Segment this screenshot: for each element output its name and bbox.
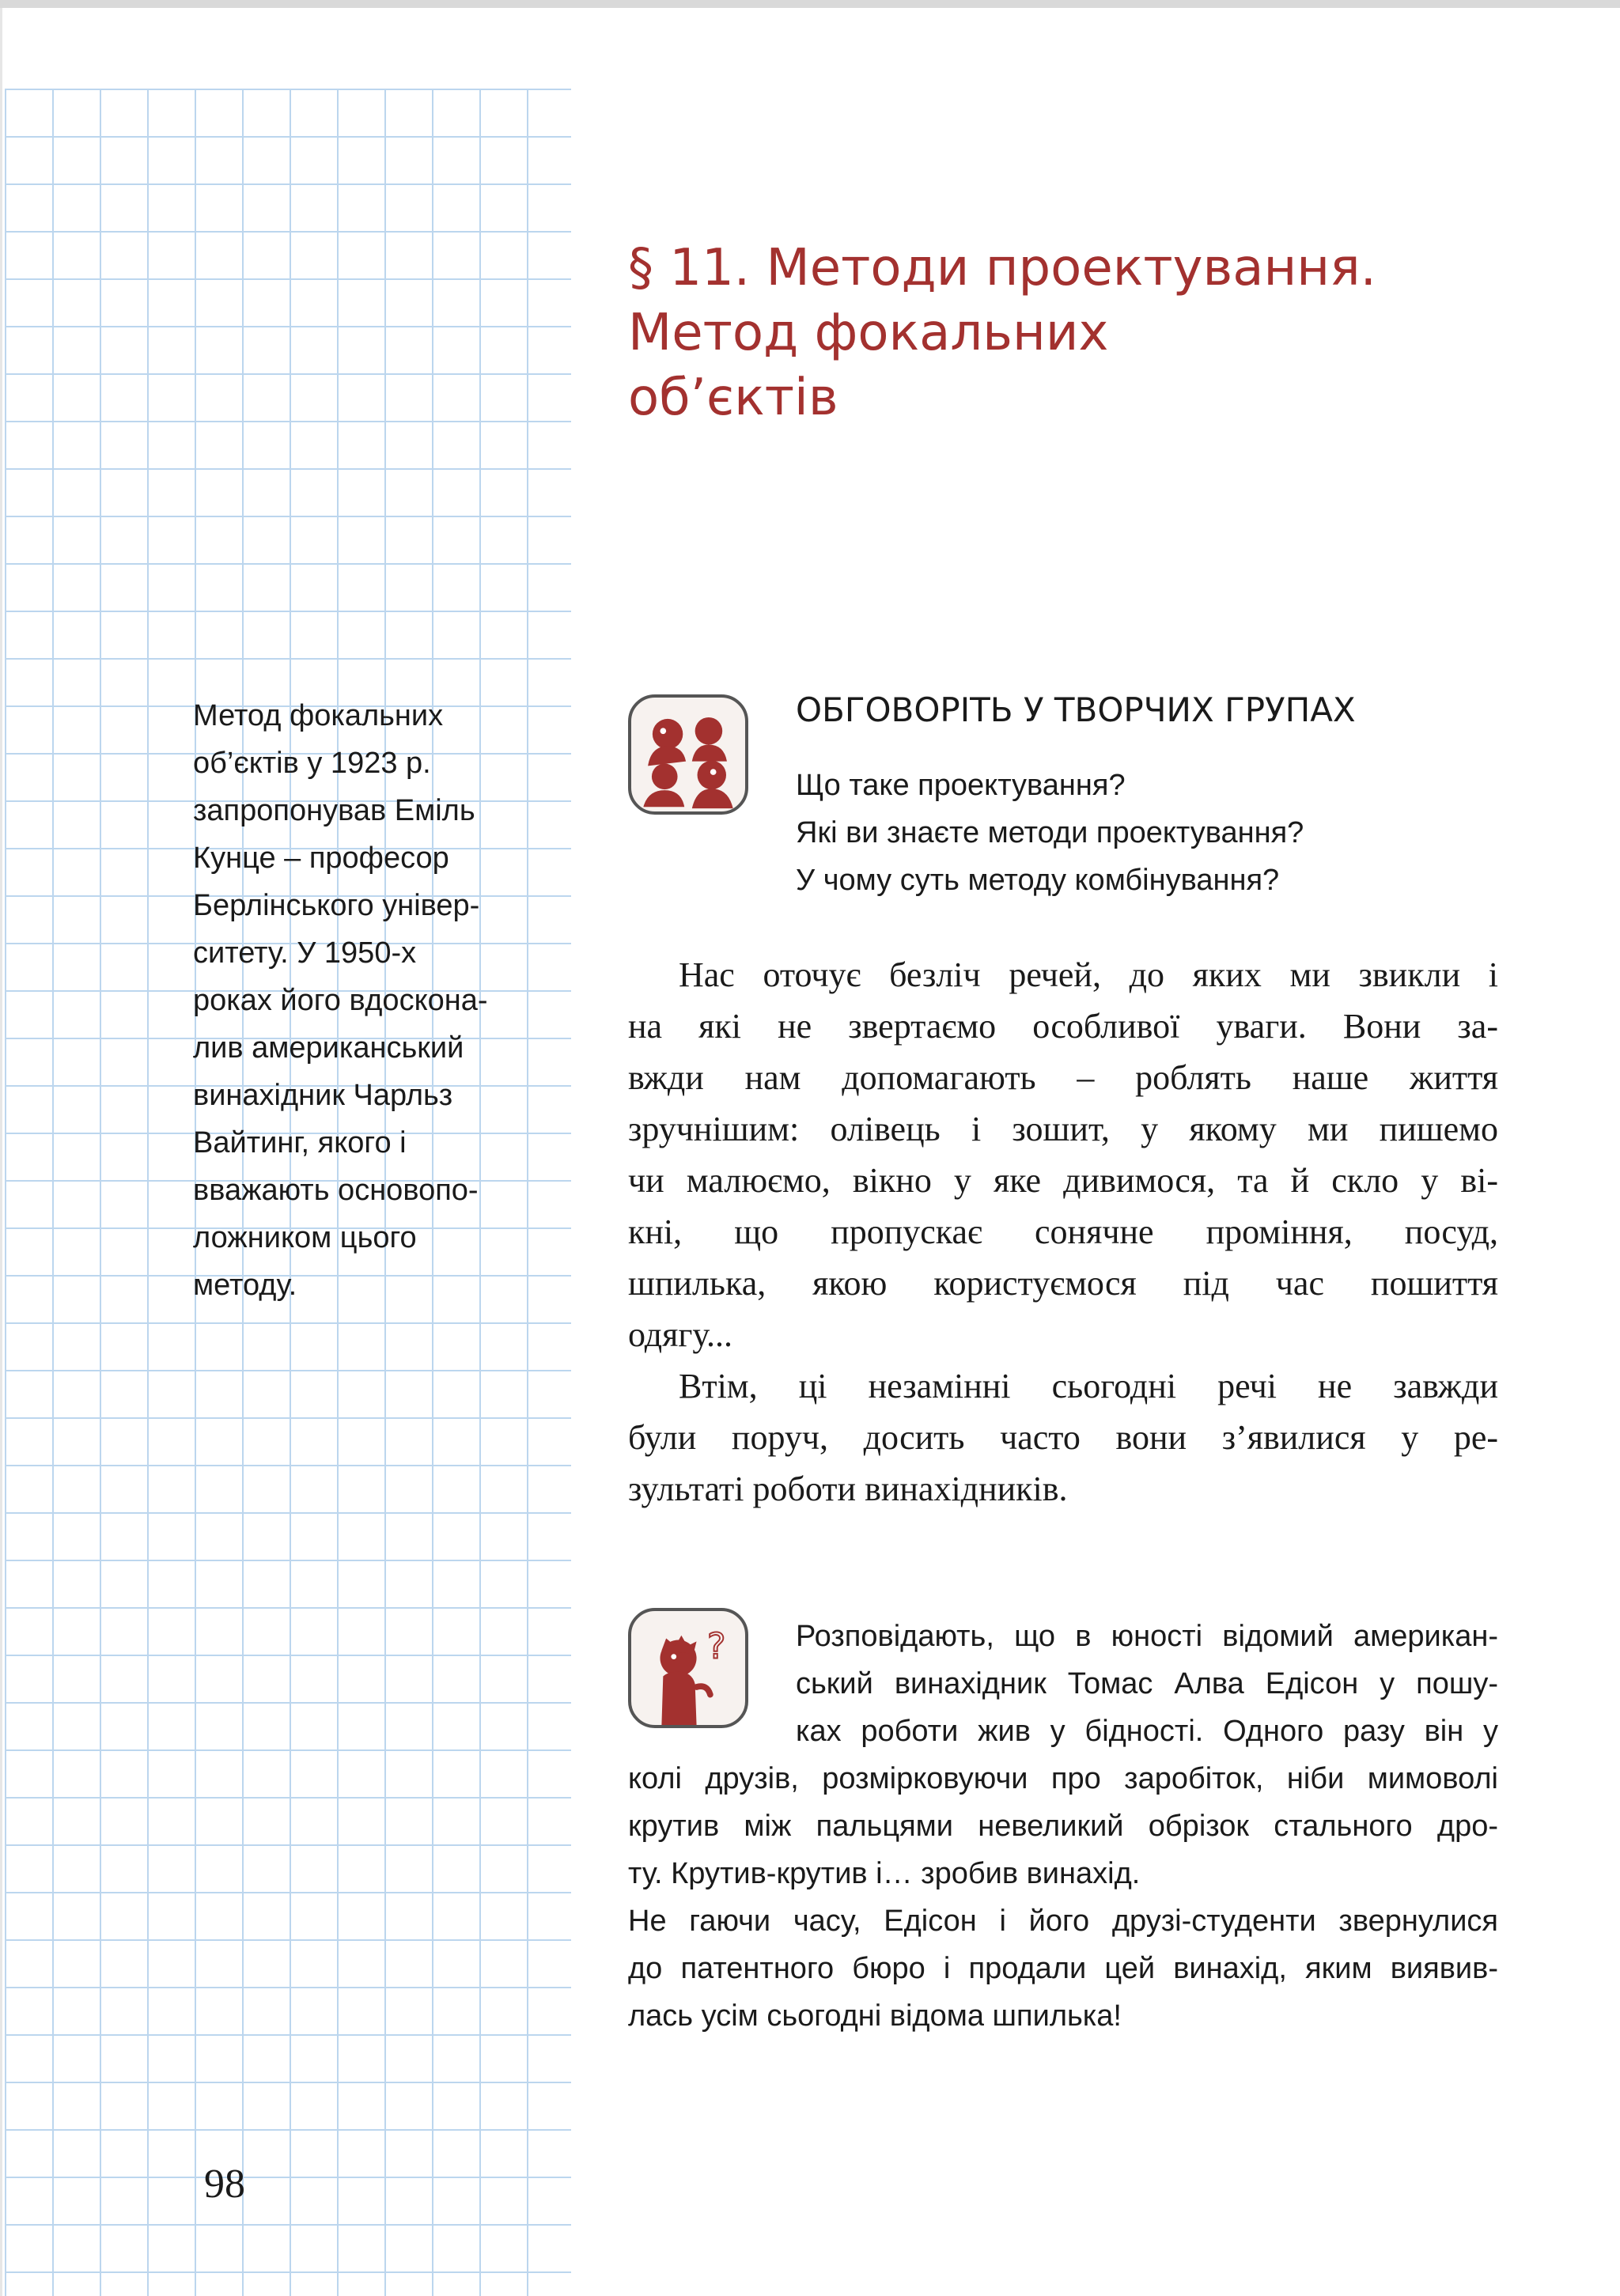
side-note-line: Вайтинг, якого і	[193, 1126, 407, 1159]
question-item: Які ви знаєте методи проектування?	[796, 816, 1304, 849]
page-number: 98	[204, 2162, 245, 2207]
story-line: ту. Крутив-крутив і… зробив винахід.	[628, 1857, 1141, 1890]
story-line: до патентного бюро і продали цей винахід, яким виявив-	[628, 1952, 1498, 1985]
story-line: ках роботи жив у бідності. Одного разу він у	[796, 1715, 1498, 1748]
story-line: крутив між пальцями невеликий обрізок стального дро-	[628, 1810, 1498, 1843]
side-note-line: лив американський	[193, 1031, 464, 1065]
section-title	[628, 236, 1538, 430]
side-note-line: роках його вдоскона-	[193, 984, 488, 1017]
story-line: Не гаючи часу, Едісон і його друзі-студенти звернулися	[628, 1905, 1498, 1938]
paragraph-line: кні, що пропускає сонячне проміння, посуд,	[628, 1212, 1498, 1251]
discuss-questions	[796, 762, 1304, 904]
side-note-line: Метод фокальних	[193, 699, 444, 732]
paragraph-line: чи малюємо, вікно у яке дивимося, та й скло у ві-	[628, 1161, 1498, 1200]
question-item: Що таке проектування?	[796, 769, 1126, 802]
discussion-group-icon	[628, 694, 748, 815]
title-line: § 11. Методи проектування.	[628, 239, 1376, 297]
main-paragraphs	[628, 949, 1498, 1515]
paragraph-line: були поруч, досить часто вони з’явилися у ре-	[628, 1418, 1498, 1457]
story-line: лась усім сьогодні відома шпилька!	[628, 1999, 1122, 2033]
story-line: колі друзів, розмірковуючи про заробіток, ніби мимоволі	[628, 1762, 1498, 1795]
paragraph-line: вжди нам допомагають – роблять наше життя	[628, 1058, 1498, 1097]
top-border	[0, 0, 1620, 8]
side-note-line: ситету. У 1950-х	[193, 936, 417, 970]
paragraph-line: на які не звертаємо особливої уваги. Вони за-	[628, 1007, 1498, 1046]
paragraph-line: Нас оточує безліч речей, до яких ми звикли і	[679, 955, 1498, 994]
side-note-line: об’єктів у 1923 р.	[193, 747, 431, 780]
title-line: Метод фокальних	[628, 304, 1109, 362]
paragraph-line: зультаті роботи винахідників.	[628, 1470, 1068, 1508]
side-note-line: ложником цього	[193, 1221, 417, 1254]
left-border	[0, 8, 2, 2296]
story-line: ський винахідник Томас Алва Едісон у пошу-	[796, 1667, 1498, 1700]
story-paragraph	[628, 1613, 1498, 2040]
question-item: У чому суть методу комбінування?	[796, 864, 1280, 897]
paragraph-line: шпилька, якою користуємося під час пошиття	[628, 1264, 1498, 1303]
paragraph-line: зручнішим: олівець і зошит, у якому ми пишемо	[628, 1110, 1498, 1148]
side-note-line: методу.	[193, 1269, 297, 1302]
side-note-line: винахідник Чарльз	[193, 1079, 453, 1112]
story-line: Розповідають, що в юності відомий американ-	[796, 1620, 1498, 1653]
title-line: об’єктів	[628, 369, 838, 427]
side-note	[193, 692, 533, 1309]
paragraph-line: одягу...	[628, 1315, 732, 1354]
side-note-line: запропонував Еміль	[193, 794, 475, 827]
side-note-line: Берлінського універ-	[193, 889, 480, 922]
discuss-heading: ОБГОВОРІТЬ У ТВОРЧИХ ГРУПАХ	[796, 690, 1356, 729]
svg-text:?: ?	[707, 1626, 726, 1667]
side-note-line: Кунце – професор	[193, 842, 449, 875]
discussion-group-illustration	[631, 698, 745, 811]
side-note-line: вважають основопо-	[193, 1174, 479, 1207]
paragraph-line: Втім, ці незамінні сьогодні речі не завжди	[679, 1367, 1498, 1405]
